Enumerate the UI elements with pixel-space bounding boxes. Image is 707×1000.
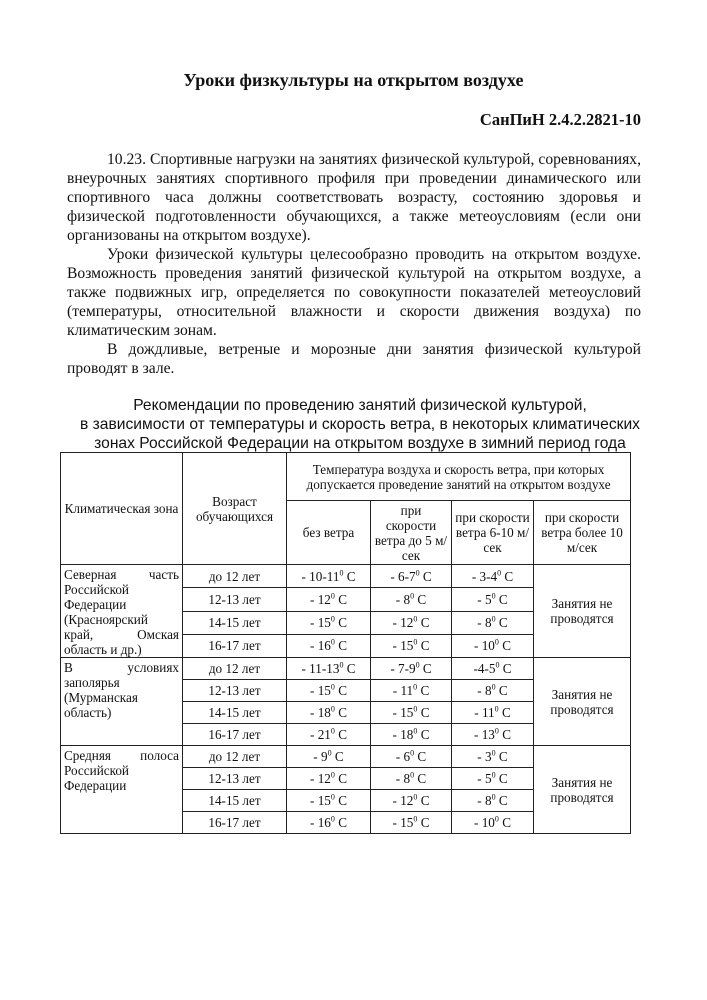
temperature-cell	[371, 658, 452, 680]
zone-cell: Средняя полоса Российской Федерации	[61, 746, 183, 834]
temperature-value: - 21	[310, 727, 331, 742]
temperature-value: - 5	[477, 591, 492, 607]
celsius-unit: С	[417, 638, 430, 654]
caption-line-1: Рекомендации по проведению занятий физической культурой,	[133, 397, 587, 414]
temperature-value: - 7-9	[390, 661, 416, 676]
age-cell: 14-15 лет	[183, 702, 287, 724]
degree-sign: 0	[491, 614, 496, 624]
temperature-cell	[287, 588, 371, 611]
temperature-value: - 8	[477, 793, 492, 808]
temperature-value: - 10-11	[301, 568, 340, 584]
degree-sign: 0	[410, 591, 415, 601]
temperature-cell	[452, 812, 534, 834]
table-body	[61, 565, 631, 834]
temperature-cell	[371, 746, 452, 768]
temperature-value: - 11-13	[301, 661, 340, 676]
temperature-value: - 13	[474, 727, 495, 742]
temperature-value: - 10	[474, 638, 495, 654]
age-cell: 16-17 лет	[183, 812, 287, 834]
temperature-value: - 10	[474, 815, 495, 830]
header-no-wind: без ветра	[287, 501, 371, 565]
celsius-unit: С	[495, 615, 508, 631]
header-wind-5: при скорости ветра до 5 м/сек	[371, 501, 452, 565]
temperature-cell	[287, 658, 371, 680]
celsius-unit: С	[334, 727, 347, 742]
celsius-unit: С	[495, 771, 508, 786]
temperature-value: - 16	[310, 815, 331, 830]
zone-cell: Северная часть Российской Федерации (Красноярский край, Омская область и др.)	[61, 565, 183, 658]
degree-sign: 0	[330, 770, 335, 780]
temperature-cell	[371, 565, 452, 588]
temperature-cell	[371, 588, 452, 611]
degree-sign: 0	[410, 748, 415, 758]
degree-sign: 0	[491, 792, 496, 802]
temperature-value: - 15	[392, 815, 414, 830]
paragraph-2: Уроки физической культуры целесообразно проводить на открытом воздухе. Возможность проведения занятий физической культурой на открытом воздухе, а также подвижных игр, определяется по совокупности показателей метеоусловий (температуры, относительной влажности и скорости движения воздуха) по климатическим зонам.	[67, 246, 641, 339]
age-cell: 12-13 лет	[183, 588, 287, 611]
celsius-unit: С	[334, 638, 347, 654]
caption-line-2: в зависимости от температуры и скорость ветра, в некоторых климатических	[80, 416, 640, 433]
temperature-value: - 12	[392, 615, 414, 631]
degree-sign: 0	[415, 568, 420, 578]
degree-sign: 0	[413, 614, 418, 624]
temperature-value: - 15	[392, 705, 414, 720]
temperature-value: - 8	[395, 591, 411, 607]
degree-sign: 0	[413, 637, 418, 647]
temperature-value: - 16	[310, 638, 331, 654]
temperature-value: -4-5	[473, 661, 496, 676]
degree-sign: 0	[413, 704, 418, 714]
celsius-unit: С	[499, 661, 512, 676]
degree-sign: 0	[497, 568, 502, 578]
celsius-unit: С	[417, 615, 430, 631]
temperature-value: - 5	[477, 771, 492, 786]
temperature-cell	[371, 611, 452, 634]
celsius-unit: С	[343, 568, 356, 584]
celsius-unit: С	[334, 705, 347, 720]
temperature-cell	[287, 768, 371, 790]
temperature-cell	[287, 702, 371, 724]
temperature-cell	[371, 790, 452, 812]
temperature-cell	[287, 746, 371, 768]
celsius-unit: С	[334, 815, 347, 830]
celsius-unit: С	[414, 591, 427, 607]
not-held-note: Занятия не проводятся	[534, 565, 631, 658]
degree-sign: 0	[339, 660, 344, 670]
celsius-unit: С	[334, 591, 347, 607]
header-zone: Климатическая зона	[61, 453, 183, 565]
degree-sign: 0	[330, 814, 335, 824]
age-cell: 12-13 лет	[183, 768, 287, 790]
degree-sign: 0	[410, 770, 415, 780]
header-wind-over-10: при скорости ветра более 10 м/сек	[534, 501, 631, 565]
temperature-value: - 3	[477, 749, 492, 764]
temperature-cell	[371, 812, 452, 834]
age-cell: 16-17 лет	[183, 634, 287, 657]
celsius-unit: С	[334, 615, 347, 631]
age-cell: 16-17 лет	[183, 724, 287, 746]
temperature-value: - 15	[310, 615, 331, 631]
degree-sign: 0	[494, 726, 499, 736]
degree-sign: 0	[494, 814, 499, 824]
celsius-unit: С	[417, 683, 430, 698]
table-row	[61, 658, 631, 680]
degree-sign: 0	[330, 682, 335, 692]
degree-sign: 0	[491, 682, 496, 692]
degree-sign: 0	[413, 814, 418, 824]
temperature-value: - 11	[474, 705, 495, 720]
degree-sign: 0	[413, 726, 418, 736]
celsius-unit: С	[419, 661, 432, 676]
celsius-unit: С	[498, 705, 511, 720]
celsius-unit: С	[343, 661, 356, 676]
degree-sign: 0	[495, 660, 500, 670]
not-held-note: Занятия не проводятся	[534, 746, 631, 834]
temperature-cell	[452, 634, 534, 657]
degree-sign: 0	[330, 591, 335, 601]
temperature-cell	[371, 680, 452, 702]
celsius-unit: С	[417, 815, 430, 830]
paragraph-1: 10.23. Спортивные нагрузки на занятиях физической культурой, соревнованиях, внеурочных занятиях спортивного профиля при проведении динамического или спортивного часа должны соответствовать возрасту, состоянию здоровья и физической подготовленности обучающихся, а также метеоусловиям (если они организованы на открытом воздухе).	[67, 151, 641, 244]
temperature-cell	[371, 724, 452, 746]
age-cell: до 12 лет	[183, 658, 287, 680]
degree-sign: 0	[339, 568, 344, 578]
degree-sign: 0	[491, 591, 496, 601]
degree-sign: 0	[413, 682, 418, 692]
degree-sign: 0	[494, 704, 499, 714]
temperature-cell	[371, 702, 452, 724]
table-caption	[60, 396, 660, 453]
temperature-value: - 12	[310, 591, 331, 607]
temperature-value: - 11	[392, 683, 414, 698]
celsius-unit: С	[501, 568, 514, 584]
header-age: Возраст обучающихся	[183, 453, 287, 565]
recommendations-table	[60, 452, 631, 834]
temperature-value: - 12	[392, 793, 414, 808]
header-temperature-group: Температура воздуха и скорость ветра, при которых допускается проведение занятий на открытом воздухе	[287, 453, 631, 501]
temperature-cell	[452, 565, 534, 588]
temperature-value: - 8	[395, 771, 411, 786]
body-text	[67, 150, 641, 378]
age-cell: до 12 лет	[183, 565, 287, 588]
table-row	[61, 746, 631, 768]
celsius-unit: С	[417, 793, 430, 808]
celsius-unit: С	[331, 749, 344, 764]
temperature-cell	[287, 812, 371, 834]
temperature-cell	[452, 588, 534, 611]
celsius-unit: С	[419, 568, 432, 584]
temperature-cell	[452, 768, 534, 790]
degree-sign: 0	[494, 637, 499, 647]
degree-sign: 0	[330, 614, 335, 624]
page-title: Уроки физкультуры на открытом воздухе	[183, 70, 524, 90]
temperature-value: - 6-7	[390, 568, 416, 584]
age-cell: 14-15 лет	[183, 790, 287, 812]
temperature-value: - 8	[477, 615, 492, 631]
paragraph-3: В дождливые, ветреные и морозные дни занятия физической культурой проводят в зале.	[67, 341, 641, 377]
celsius-unit: С	[334, 683, 347, 698]
temperature-value: - 3-4	[471, 568, 498, 584]
temperature-value: - 15	[310, 683, 331, 698]
header-wind-6-10: при скорости ветра 6-10 м/сек	[452, 501, 534, 565]
not-held-note: Занятия не проводятся	[534, 658, 631, 746]
temperature-value: - 18	[310, 705, 331, 720]
age-cell: 12-13 лет	[183, 680, 287, 702]
zone-cell: В условиях заполярья (Мурманская область)	[61, 658, 183, 746]
degree-sign: 0	[330, 792, 335, 802]
caption-line-3: зонах Российской Федерации на открытом воздухе в зимний период года	[94, 435, 626, 452]
celsius-unit: С	[498, 638, 511, 654]
temperature-cell	[452, 611, 534, 634]
celsius-unit: С	[495, 749, 508, 764]
celsius-unit: С	[334, 771, 347, 786]
celsius-unit: С	[417, 705, 430, 720]
celsius-unit: С	[495, 793, 508, 808]
celsius-unit: С	[334, 793, 347, 808]
temperature-cell	[371, 768, 452, 790]
temperature-cell	[452, 680, 534, 702]
celsius-unit: С	[414, 749, 427, 764]
temperature-cell	[371, 634, 452, 657]
age-cell: 14-15 лет	[183, 611, 287, 634]
degree-sign: 0	[491, 770, 496, 780]
temperature-cell	[287, 724, 371, 746]
celsius-unit: С	[498, 815, 511, 830]
temperature-value: - 15	[310, 793, 331, 808]
temperature-value: - 12	[310, 771, 331, 786]
temperature-cell	[452, 746, 534, 768]
temperature-cell	[287, 565, 371, 588]
degree-sign: 0	[330, 704, 335, 714]
celsius-unit: С	[495, 683, 508, 698]
celsius-unit: С	[495, 591, 508, 607]
temperature-cell	[287, 790, 371, 812]
temperature-value: - 6	[395, 749, 411, 764]
degree-sign: 0	[491, 748, 496, 758]
degree-sign: 0	[327, 748, 332, 758]
temperature-cell	[452, 658, 534, 680]
age-cell: до 12 лет	[183, 746, 287, 768]
temperature-value: - 8	[477, 683, 492, 698]
degree-sign: 0	[330, 637, 335, 647]
degree-sign: 0	[415, 660, 420, 670]
temperature-value: - 18	[392, 727, 414, 742]
temperature-cell	[452, 724, 534, 746]
temperature-value: - 15	[392, 638, 414, 654]
degree-sign: 0	[330, 726, 335, 736]
temperature-cell	[452, 702, 534, 724]
temperature-cell	[287, 680, 371, 702]
temperature-value: - 9	[313, 749, 328, 764]
regulation-code: СанПиН 2.4.2.2821-10	[479, 110, 641, 129]
celsius-unit: С	[417, 727, 430, 742]
celsius-unit: С	[498, 727, 511, 742]
temperature-cell	[452, 790, 534, 812]
degree-sign: 0	[413, 792, 418, 802]
table-row	[61, 565, 631, 588]
celsius-unit: С	[414, 771, 427, 786]
temperature-cell	[287, 611, 371, 634]
temperature-cell	[287, 634, 371, 657]
